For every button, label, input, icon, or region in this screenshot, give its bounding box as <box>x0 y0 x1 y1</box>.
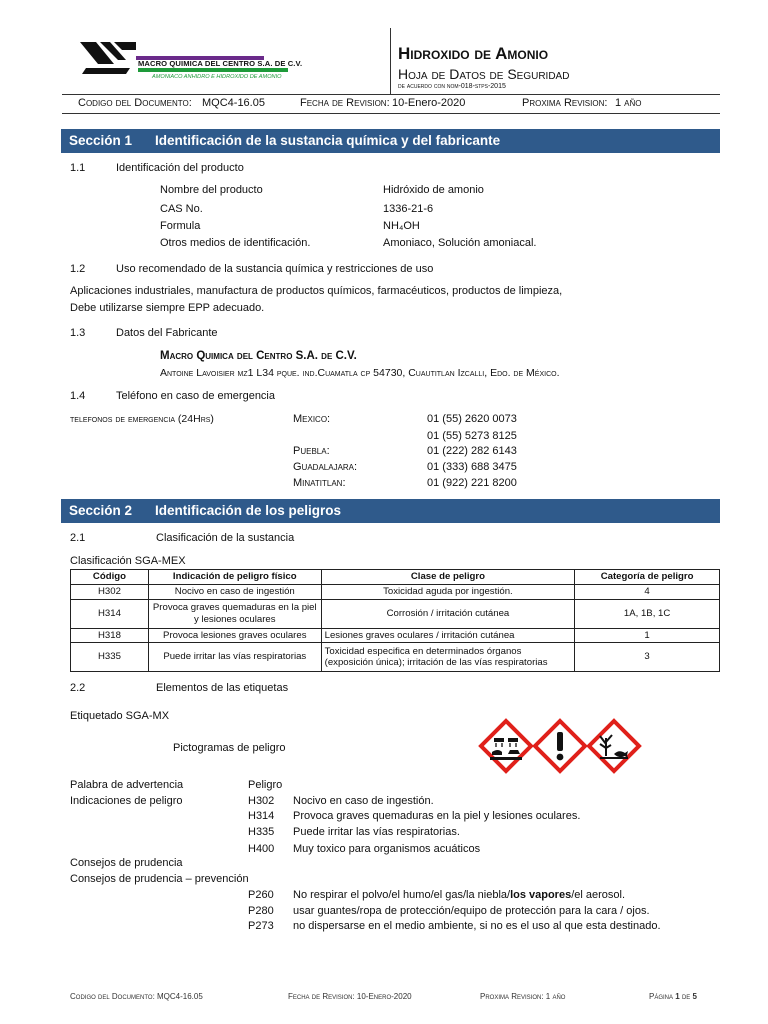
precaution-text-bold: los vapores <box>510 889 572 901</box>
section-1-number: Sección 1 <box>69 133 133 148</box>
page-number <box>649 992 697 1001</box>
header-top-rule <box>62 94 720 95</box>
column-header: Categoría de peligro <box>575 570 720 585</box>
hazard-indication: Puede irritar las vías respiratorias <box>148 643 321 672</box>
hazard-class: Toxicidad aguda por ingestión. <box>321 585 575 600</box>
page-label: Página <box>649 992 674 1001</box>
footer-next-rev: Proxima Revision: 1 año <box>480 992 566 1001</box>
phone-number: 01 (922) 221 8200 <box>427 477 517 489</box>
header-vertical-divider <box>390 28 391 94</box>
section-1-header <box>61 129 720 153</box>
precaution-code: P273 <box>248 920 274 932</box>
formula-value: NH₄OH <box>383 220 420 232</box>
page-total: 5 <box>692 992 697 1001</box>
page-current: 1 <box>675 992 680 1001</box>
section-2-number: Sección 2 <box>69 503 133 518</box>
hazard-class: Toxicidad especifica en determinados órganos (exposición única); irritación de las vías respiratorias <box>321 643 575 672</box>
rev-date: 10-Enero-2020 <box>392 97 466 109</box>
company-tagline: AMONIACO ANHIDRO E HIDROXIDO DE AMONIO <box>152 74 282 80</box>
phone-city: Mexico: <box>293 413 331 425</box>
prevention-label: Consejos de prudencia – prevención <box>70 873 249 885</box>
cas-value: 1336-21-6 <box>383 203 434 215</box>
phone-number: 01 (333) 688 3475 <box>427 461 517 473</box>
phone-number: 01 (55) 5273 8125 <box>427 430 517 442</box>
hazard-indication: Provoca lesiones graves oculares <box>148 628 321 643</box>
uses-line-2: Debe utilizarse siempre EPP adecuado. <box>70 302 265 314</box>
subsection-1-2-number: 1.2 <box>70 263 86 275</box>
hazard-statements-label: Indicaciones de peligro <box>70 795 183 807</box>
hazard-statement-text: Provoca graves quemaduras en la piel y lesiones oculares. <box>293 810 581 822</box>
page-sep: de <box>681 992 691 1001</box>
doc-code-label: Codigo del Documento: <box>78 97 192 109</box>
hazard-statement-text: Nocivo en caso de ingestión. <box>293 795 434 807</box>
section-2-title: Identificación de los peligros <box>155 503 342 518</box>
exclamation-icon <box>532 718 588 774</box>
next-rev: 1 año <box>615 97 642 109</box>
signal-word: Peligro <box>248 779 283 791</box>
other-id-label: Otros medios de identificación. <box>160 237 311 249</box>
precaution-text: usar guantes/ropa de protección/equipo de protección para la cara / ojos. <box>293 905 650 917</box>
subsection-1-1-title: Identificación del producto <box>116 162 244 174</box>
precaution-text-part: No respirar el polvo/el humo/el gas/la niebla/ <box>293 889 511 901</box>
subsection-1-4-number: 1.4 <box>70 390 86 402</box>
environment-icon <box>586 718 642 774</box>
hazard-class: Corrosión / irritación cutánea <box>321 599 575 628</box>
classification-label: Clasificación SGA-MEX <box>70 555 186 567</box>
phone-city: Puebla: <box>293 445 330 457</box>
column-header: Código <box>71 570 149 585</box>
precaution-label: Consejos de prudencia <box>70 857 183 869</box>
hazard-code: H314 <box>71 599 149 628</box>
section-1-title: Identificación de la sustancia química y del fabricante <box>155 133 501 148</box>
hazard-statement-text: Puede irritar las vías respiratorias. <box>293 826 460 838</box>
hazard-code: H302 <box>71 585 149 600</box>
pictograms-label: Pictogramas de peligro <box>173 742 286 754</box>
hazard-category: 1A, 1B, 1C <box>575 599 720 628</box>
hazard-statement-code: H302 <box>248 795 275 807</box>
signal-word-label: Palabra de advertencia <box>70 779 184 791</box>
corrosion-icon <box>478 718 534 774</box>
phone-number: 01 (222) 282 6143 <box>427 445 517 457</box>
precaution-text <box>293 889 625 901</box>
column-header: Indicación de peligro físico <box>148 570 321 585</box>
labeling-label: Etiquetado SGA-MX <box>70 710 170 722</box>
footer-doc-code: Codigo del Documento: MQC4-16.05 <box>70 992 203 1001</box>
column-header: Clase de peligro <box>321 570 575 585</box>
hazard-category: 1 <box>575 628 720 643</box>
hazard-code: H335 <box>71 643 149 672</box>
subsection-1-1-number: 1.1 <box>70 162 86 174</box>
rev-date-label: Fecha de Revision: <box>300 97 390 109</box>
uses-line-1: Aplicaciones industriales, manufactura de productos químicos, farmacéuticos, productos de limpieza, <box>70 285 563 297</box>
subsection-1-3-title: Datos del Fabricante <box>116 327 218 339</box>
subsection-2-1-title: Clasificación de la sustancia <box>156 532 295 544</box>
table-row <box>71 628 720 643</box>
company-name: MACRO QUIMICA DEL CENTRO S.A. DE C.V. <box>138 59 303 68</box>
phone-number: 01 (55) 2620 0073 <box>427 413 517 425</box>
hazard-indication: Nocivo en caso de ingestión <box>148 585 321 600</box>
cas-label: CAS No. <box>160 203 203 215</box>
other-id-value: Amoniaco, Solución amoniacal. <box>383 237 537 249</box>
hazard-statement-code: H314 <box>248 810 275 822</box>
hazard-category: 4 <box>575 585 720 600</box>
document-title: Hidroxido de Amonio <box>398 44 549 63</box>
subsection-1-4-title: Teléfono en caso de emergencia <box>116 390 275 402</box>
precaution-code: P280 <box>248 905 274 917</box>
product-label: Nombre del producto <box>160 184 263 196</box>
header-bottom-rule <box>62 113 720 114</box>
table-header-row <box>71 570 720 585</box>
precaution-text: no dispersarse en el medio ambiente, si no es el uso al que esta destinado. <box>293 920 661 932</box>
phone-city: Guadalajara: <box>293 461 358 473</box>
hazard-statement-text: Muy toxico para organismos acuáticos <box>293 843 481 855</box>
precaution-code: P260 <box>248 889 274 901</box>
subsection-1-2-title: Uso recomendado de la sustancia química y restricciones de uso <box>116 263 434 275</box>
norm-reference: de acuerdo con nom-018-stps-2015 <box>398 83 506 90</box>
hazard-classification-table <box>70 569 720 672</box>
product-value: Hidróxido de amonio <box>383 184 484 196</box>
doc-code: MQC4-16.05 <box>202 97 265 109</box>
subsection-2-2-number: 2.2 <box>70 682 86 694</box>
hazard-statement-code: H400 <box>248 843 275 855</box>
subsection-2-1-number: 2.1 <box>70 532 86 544</box>
manufacturer-address: Antoine Lavoisier mz1 L34 pque. ind.Cuamatla cp 54730, Cuautitlan Izcalli, Edo. de México. <box>160 367 560 379</box>
table-row <box>71 599 720 628</box>
subsection-2-2-title: Elementos de las etiquetas <box>156 682 289 694</box>
hazard-statement-code: H335 <box>248 826 275 838</box>
footer-rev-date: Fecha de Revision: 10-Enero-2020 <box>288 992 412 1001</box>
hazard-class: Lesiones graves oculares / irritación cutánea <box>321 628 575 643</box>
hazard-code: H318 <box>71 628 149 643</box>
next-rev-label: Proxima Revision: <box>522 97 608 109</box>
table-row <box>71 585 720 600</box>
phone-city: Minatitlan: <box>293 477 346 489</box>
manufacturer-name: Macro Quimica del Centro S.A. de C.V. <box>160 350 357 362</box>
precaution-text-part: /el aerosol. <box>571 889 626 901</box>
section-2-header <box>61 499 720 523</box>
emergency-label: telefonos de emergencia (24Hrs) <box>70 413 214 425</box>
hazard-indication: Provoca graves quemaduras en la piel y lesiones oculares <box>148 599 321 628</box>
hazard-category: 3 <box>575 643 720 672</box>
document-subtitle: Hoja de Datos de Seguridad <box>398 66 570 82</box>
subsection-1-3-number: 1.3 <box>70 327 86 339</box>
formula-label: Formula <box>160 220 201 232</box>
table-row <box>71 643 720 672</box>
